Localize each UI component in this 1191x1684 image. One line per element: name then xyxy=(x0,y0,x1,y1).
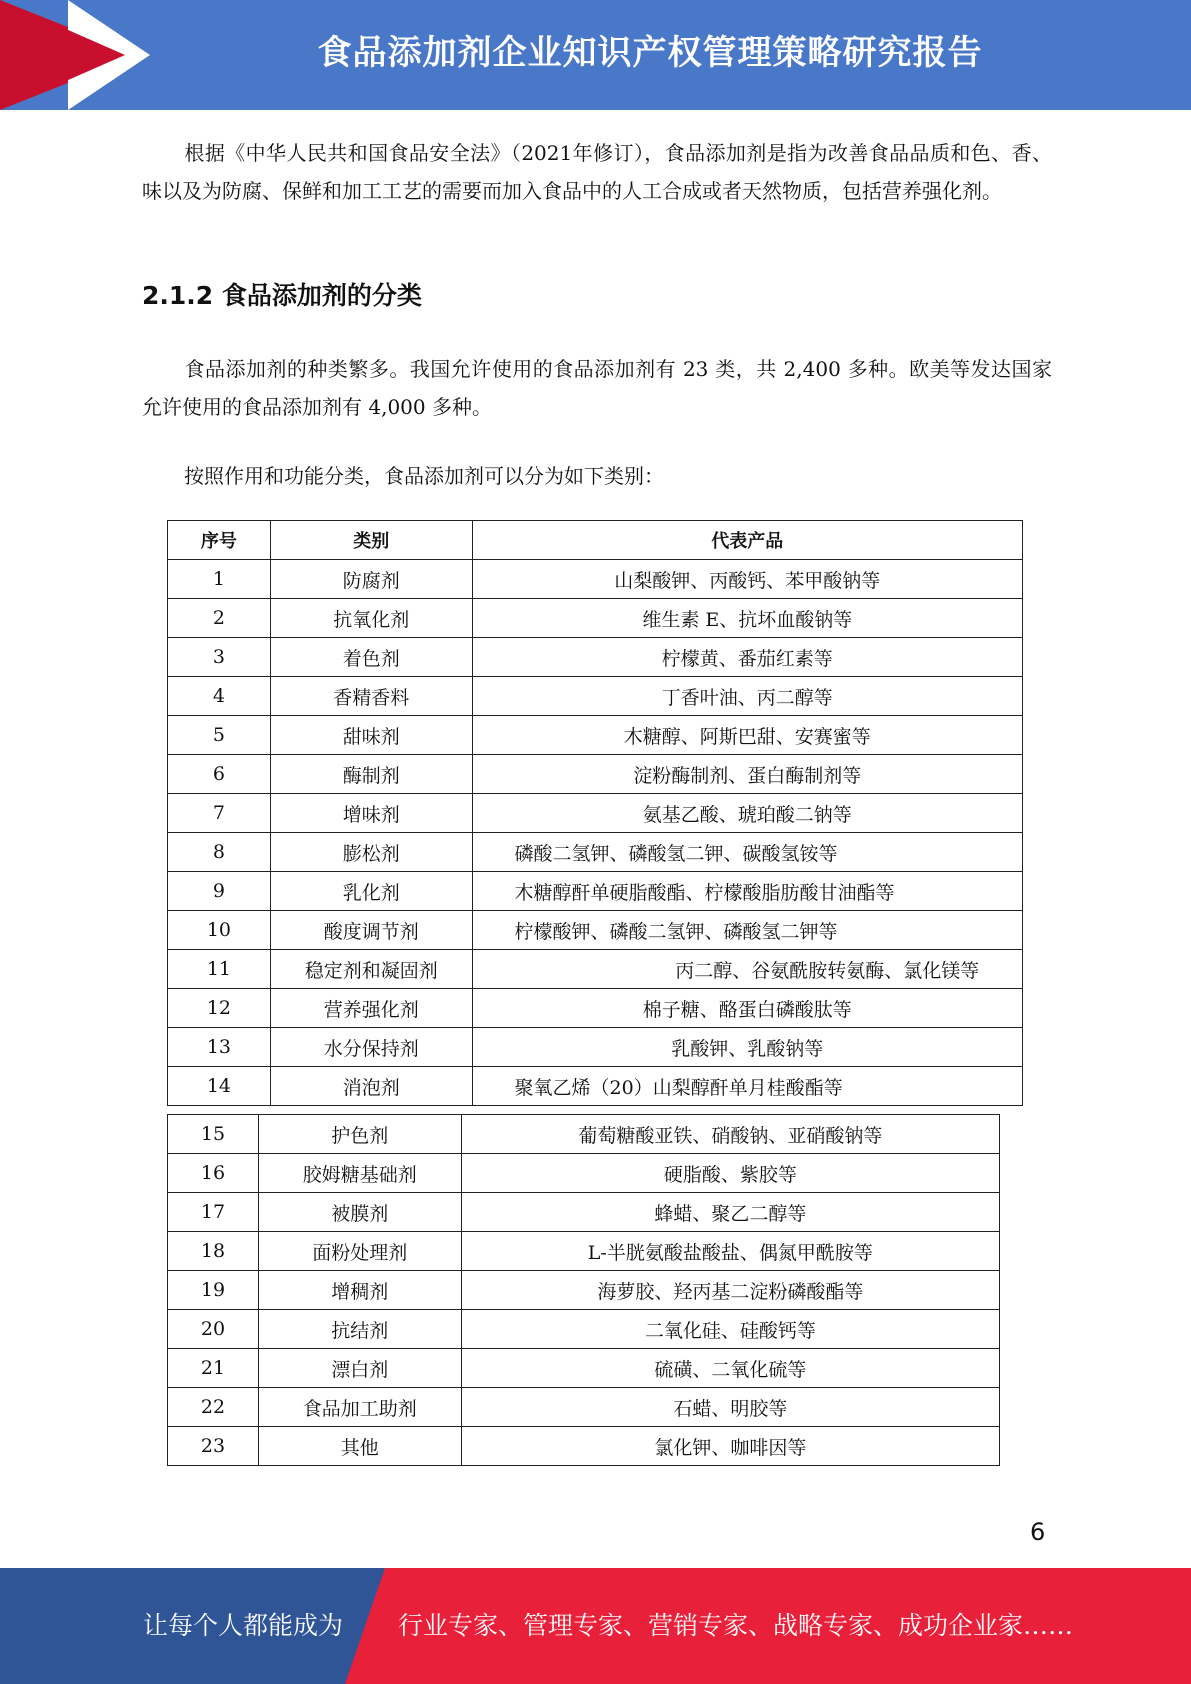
row-product: 聚氧乙烯（20）山梨醇酐单月桂酸酯等 xyxy=(472,1067,1022,1106)
row-number: 3 xyxy=(168,638,271,677)
row-product: 磷酸二氢钾、磷酸氢二钾、碳酸氢铵等 xyxy=(472,833,1022,872)
classification-table-part2 xyxy=(167,1114,1000,1466)
row-product: 氯化钾、咖啡因等 xyxy=(461,1427,999,1466)
row-number: 23 xyxy=(168,1427,259,1466)
header-number: 序号 xyxy=(168,521,271,560)
table-row xyxy=(168,599,1023,638)
row-category: 消泡剂 xyxy=(270,1067,472,1106)
row-product: 葡萄糖酸亚铁、硝酸钠、亚硝酸钠等 xyxy=(461,1115,999,1154)
row-category: 甜味剂 xyxy=(270,716,472,755)
row-category: 增味剂 xyxy=(270,794,472,833)
table-row xyxy=(168,1427,1000,1466)
row-product: 丁香叶油、丙二醇等 xyxy=(472,677,1022,716)
row-category: 胶姆糖基础剂 xyxy=(258,1154,461,1193)
row-number: 18 xyxy=(168,1232,259,1271)
row-category: 着色剂 xyxy=(270,638,472,677)
table-row xyxy=(168,1310,1000,1349)
row-category: 营养强化剂 xyxy=(270,989,472,1028)
row-category: 面粉处理剂 xyxy=(258,1232,461,1271)
row-number: 7 xyxy=(168,794,271,833)
row-category: 抗结剂 xyxy=(258,1310,461,1349)
row-number: 14 xyxy=(168,1067,271,1106)
row-category: 抗氧化剂 xyxy=(270,599,472,638)
row-number: 9 xyxy=(168,872,271,911)
row-product: 乳酸钾、乳酸钠等 xyxy=(472,1028,1022,1067)
row-category: 酸度调节剂 xyxy=(270,911,472,950)
row-category: 膨松剂 xyxy=(270,833,472,872)
row-number: 22 xyxy=(168,1388,259,1427)
report-title: 食品添加剂企业知识产权管理策略研究报告 xyxy=(317,33,983,73)
row-product: 淀粉酶制剂、蛋白酶制剂等 xyxy=(472,755,1022,794)
page-number: 6 xyxy=(1030,1518,1046,1546)
row-product: 山梨酸钾、丙酸钙、苯甲酸钠等 xyxy=(472,560,1022,599)
paragraph-definition-text: 根据《中华人民共和国食品安全法》（2021年修订），食品添加剂是指为改善食品品质和色、香、味以及为防腐、保鲜和加工工艺的需要而加入食品中的人工合成或者天然物质，包括营养强化剂。 xyxy=(142,141,1052,203)
footer-slogan-right: 行业专家、管理专家、营销专家、战略专家、成功企业家…… xyxy=(398,1611,1074,1640)
row-number: 10 xyxy=(168,911,271,950)
table-row xyxy=(168,950,1023,989)
row-product: 棉子糖、酪蛋白磷酸肽等 xyxy=(472,989,1022,1028)
header-category: 类别 xyxy=(270,521,472,560)
row-category: 其他 xyxy=(258,1427,461,1466)
paragraph-definition xyxy=(142,134,1052,210)
row-product: 硫磺、二氧化硫等 xyxy=(461,1349,999,1388)
footer-slogan-left: 让每个人都能成为 xyxy=(143,1611,344,1640)
row-number: 19 xyxy=(168,1271,259,1310)
table-row xyxy=(168,1154,1000,1193)
paragraph-intro-table xyxy=(142,457,1052,495)
header-red-chevron xyxy=(0,0,125,110)
table-header-row xyxy=(168,521,1023,560)
row-category: 香精香料 xyxy=(270,677,472,716)
row-number: 8 xyxy=(168,833,271,872)
table-row xyxy=(168,755,1023,794)
classification-table-part1 xyxy=(167,520,1023,1106)
table-row xyxy=(168,989,1023,1028)
row-number: 2 xyxy=(168,599,271,638)
table-row xyxy=(168,794,1023,833)
row-product: 柠檬黄、番茄红素等 xyxy=(472,638,1022,677)
table-row xyxy=(168,1271,1000,1310)
table-row xyxy=(168,677,1023,716)
row-number: 20 xyxy=(168,1310,259,1349)
table-row xyxy=(168,1028,1023,1067)
row-number: 13 xyxy=(168,1028,271,1067)
row-category: 食品加工助剂 xyxy=(258,1388,461,1427)
row-number: 21 xyxy=(168,1349,259,1388)
table-row xyxy=(168,1067,1023,1106)
header-product: 代表产品 xyxy=(472,521,1022,560)
row-category: 漂白剂 xyxy=(258,1349,461,1388)
row-product: 蜂蜡、聚乙二醇等 xyxy=(461,1193,999,1232)
row-category: 乳化剂 xyxy=(270,872,472,911)
row-product: 二氧化硅、硅酸钙等 xyxy=(461,1310,999,1349)
row-category: 增稠剂 xyxy=(258,1271,461,1310)
row-product: 石蜡、明胶等 xyxy=(461,1388,999,1427)
row-product: 丙二醇、谷氨酰胺转氨酶、氯化镁等 xyxy=(472,950,1022,989)
row-product: 木糖醇酐单硬脂酸酯、柠檬酸脂肪酸甘油酯等 xyxy=(472,872,1022,911)
row-number: 15 xyxy=(168,1115,259,1154)
table-row xyxy=(168,833,1023,872)
row-number: 16 xyxy=(168,1154,259,1193)
paragraph-variety-text: 食品添加剂的种类繁多。我国允许使用的食品添加剂有 23 类，共 2,400 多种。欧美等发达国家允许使用的食品添加剂有 4,000 多种。 xyxy=(142,357,1052,419)
paragraph-variety xyxy=(142,350,1052,426)
row-number: 6 xyxy=(168,755,271,794)
row-product: 硬脂酸、紫胶等 xyxy=(461,1154,999,1193)
row-product: 海萝胶、羟丙基二淀粉磷酸酯等 xyxy=(461,1271,999,1310)
table-row xyxy=(168,1388,1000,1427)
row-number: 4 xyxy=(168,677,271,716)
table-row xyxy=(168,1193,1000,1232)
row-number: 1 xyxy=(168,560,271,599)
table-row xyxy=(168,560,1023,599)
row-number: 17 xyxy=(168,1193,259,1232)
row-product: 氨基乙酸、琥珀酸二钠等 xyxy=(472,794,1022,833)
row-number: 11 xyxy=(168,950,271,989)
table-row xyxy=(168,911,1023,950)
table-row xyxy=(168,1232,1000,1271)
row-category: 水分保持剂 xyxy=(270,1028,472,1067)
row-number: 12 xyxy=(168,989,271,1028)
table-row xyxy=(168,716,1023,755)
row-category: 防腐剂 xyxy=(270,560,472,599)
row-category: 酶制剂 xyxy=(270,755,472,794)
row-product: 木糖醇、阿斯巴甜、安赛蜜等 xyxy=(472,716,1022,755)
row-number: 5 xyxy=(168,716,271,755)
paragraph-intro-table-text: 按照作用和功能分类，食品添加剂可以分为如下类别： xyxy=(184,464,664,488)
table-row xyxy=(168,872,1023,911)
row-product: L-半胱氨酸盐酸盐、偶氮甲酰胺等 xyxy=(461,1232,999,1271)
table-row xyxy=(168,1349,1000,1388)
row-category: 稳定剂和凝固剂 xyxy=(270,950,472,989)
table-row xyxy=(168,638,1023,677)
page-header xyxy=(0,0,1191,110)
table-row xyxy=(168,1115,1000,1154)
row-category: 被膜剂 xyxy=(258,1193,461,1232)
footer-slant xyxy=(345,1568,385,1684)
page-footer xyxy=(0,1568,1191,1684)
section-heading: 2.1.2 食品添加剂的分类 xyxy=(142,281,422,310)
row-product: 维生素 E、抗坏血酸钠等 xyxy=(472,599,1022,638)
row-category: 护色剂 xyxy=(258,1115,461,1154)
row-product: 柠檬酸钾、磷酸二氢钾、磷酸氢二钾等 xyxy=(472,911,1022,950)
